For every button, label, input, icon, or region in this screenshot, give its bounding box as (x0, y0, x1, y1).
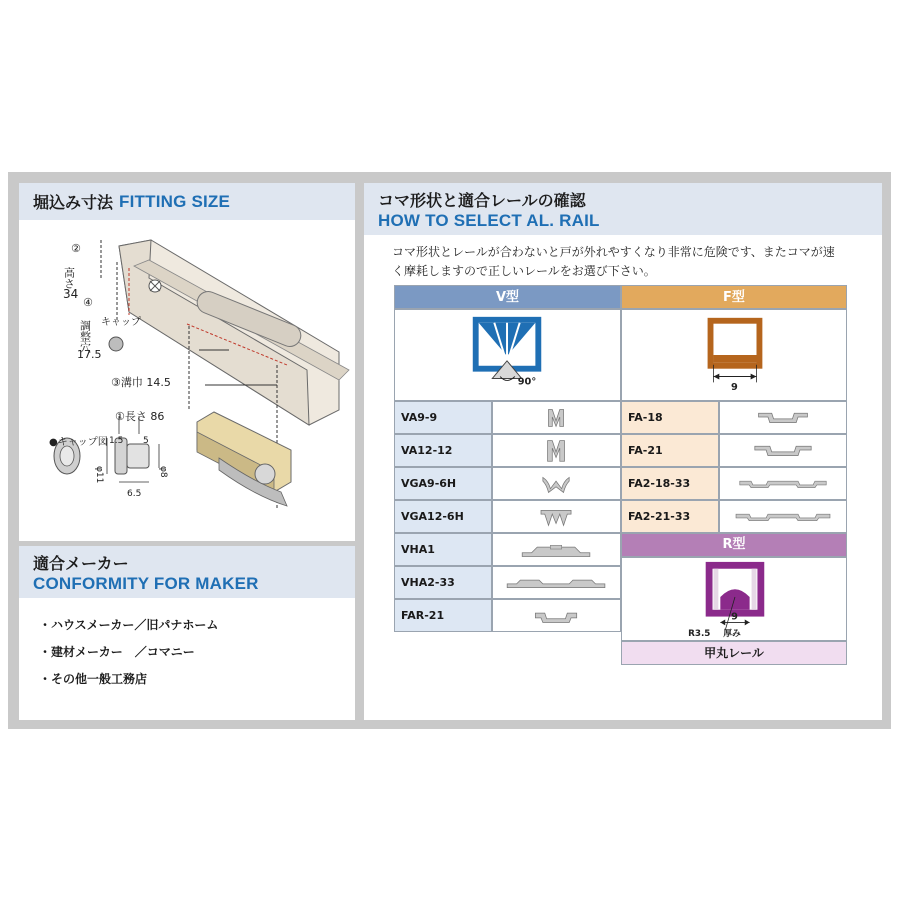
maker-item: ・建材メーカー ／コマニー (39, 645, 195, 659)
rail-profile-va12-12 (492, 434, 621, 467)
rail-title-jp: コマ形状と適合レールの確認 (378, 190, 586, 210)
rail-name-fa2-21-33: FA2-21-33 (621, 500, 719, 533)
v-type-header: V型 (394, 285, 621, 309)
rail-panel (364, 183, 882, 720)
rail-table (394, 285, 847, 688)
rail-title-en: HOW TO SELECT AL. RAIL (378, 210, 600, 230)
fitting-size-panel (19, 183, 355, 541)
rail-name-vha2-33: VHA2-33 (394, 566, 492, 599)
r-type-header: R型 (621, 533, 847, 557)
rail-profile-fa2-18-33 (719, 467, 847, 500)
adjust-label: 調整穴 (78, 320, 92, 353)
r-type-image (621, 557, 847, 641)
height-marker: ② (71, 242, 81, 255)
maker-item: ・その他一般工務店 (39, 672, 148, 686)
rail-profile-fa2-21-33 (719, 500, 847, 533)
adjust-marker: ④ (83, 296, 93, 309)
rail-name-far-21: FAR-21 (394, 599, 492, 632)
rail-name-vga9-6h: VGA9-6H (394, 467, 492, 500)
rail-profile-vga9-6h (492, 467, 621, 500)
spec-frame (8, 172, 891, 729)
r-type-footer: 甲丸レール (621, 641, 847, 665)
fitting-title-en: FITTING SIZE (119, 191, 231, 211)
rail-header (364, 183, 882, 235)
maker-header (19, 546, 355, 598)
v-angle-label: 90° (517, 376, 537, 388)
dim-5: 5 (143, 436, 149, 446)
rail-profile-va9-9 (492, 401, 621, 434)
rail-profile-vha1 (492, 533, 621, 566)
rail-profile-fa-21 (719, 434, 847, 467)
maker-title-en: CONFORMITY FOR MAKER (33, 573, 259, 593)
r-radius-label: R3.5 (688, 629, 711, 640)
dim-6-5: 6.5 (127, 489, 142, 499)
note-line-1: コマ形状とレールが合わないと戸が外れやすくなり非常に危険です、またコマが速 (392, 245, 835, 259)
height-value: 34 (63, 287, 79, 301)
adjust-value: 17.5 (77, 348, 102, 361)
fitting-size-header (19, 183, 355, 220)
dim-phi-11: φ11 (94, 466, 104, 484)
rail-caution-note (392, 243, 862, 281)
cap-figure-label: ●キャップ図 (49, 437, 108, 448)
rail-profile-far-21 (492, 599, 621, 632)
r-width-label: 9 (731, 611, 738, 623)
fitting-diagram (19, 220, 355, 541)
rail-name-va12-12: VA12-12 (394, 434, 492, 467)
rail-profile-vga12-6h (492, 500, 621, 533)
groove-width-label: ③溝巾 14.5 (111, 376, 171, 389)
v-type-image (394, 309, 621, 401)
maker-title-jp: 適合メーカー (33, 553, 129, 573)
note-line-2: く摩耗しますので正しいレールをお選び下さい。 (392, 264, 656, 278)
cap-label: キャップ (101, 317, 141, 328)
rail-profile-vha2-33 (492, 566, 621, 599)
fitting-title-jp: 堀込み寸法 (33, 193, 114, 212)
rail-name-fa-21: FA-21 (621, 434, 719, 467)
f-type-header: F型 (621, 285, 847, 309)
dim-phi-8: φ8 (158, 466, 168, 478)
rail-profile-fa-18 (719, 401, 847, 434)
length-label: ①長さ 86 (115, 410, 165, 423)
rail-name-vga12-6h: VGA12-6H (394, 500, 492, 533)
rail-name-va9-9: VA9-9 (394, 401, 492, 434)
rail-name-fa2-18-33: FA2-18-33 (621, 467, 719, 500)
f-type-image (621, 309, 847, 401)
maker-list (19, 598, 355, 693)
f-width-label: 9 (731, 382, 738, 394)
dim-1-5: 1.5 (109, 436, 124, 446)
rail-name-vha1: VHA1 (394, 533, 492, 566)
maker-panel (19, 546, 355, 720)
maker-item: ・ハウスメーカー／旧パナホーム (39, 618, 219, 632)
rail-name-fa-18: FA-18 (621, 401, 719, 434)
r-thickness-label: 厚み (723, 629, 741, 640)
height-label: 高さ (62, 267, 76, 289)
